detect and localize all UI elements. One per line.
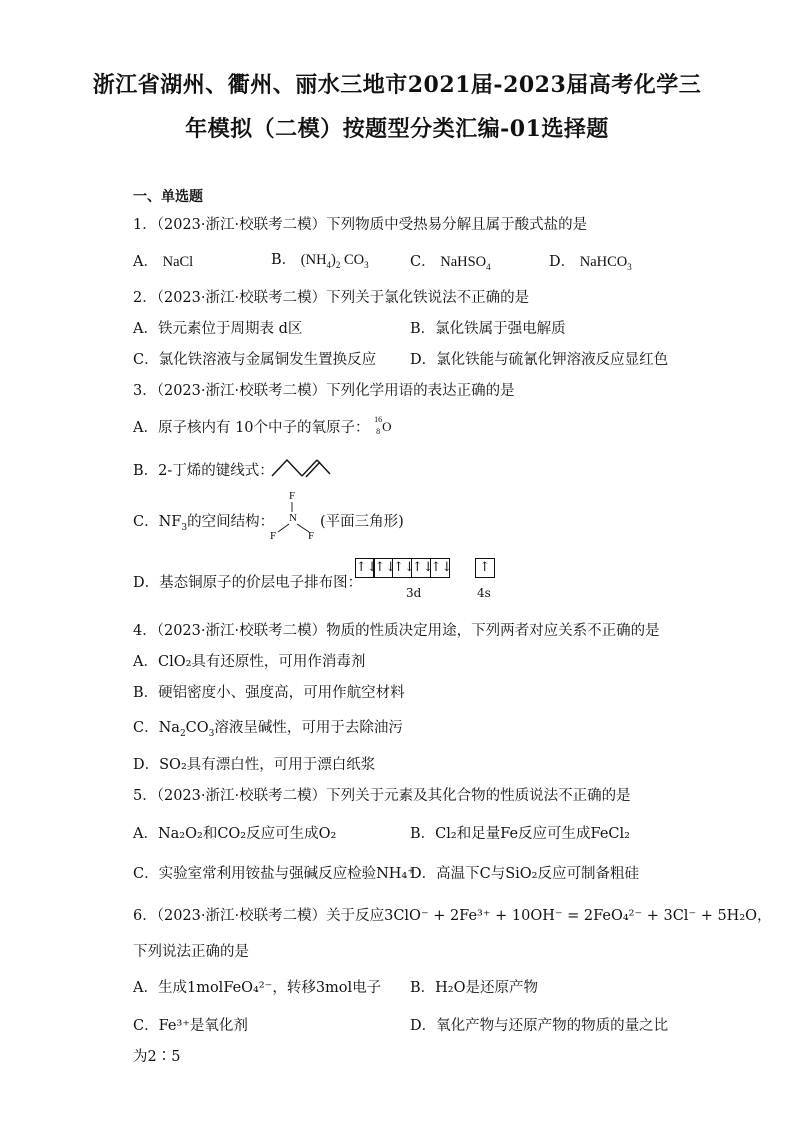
q3-stem: 3．（2023·浙江·校联考二模）下列化学用语的表达正确的是 xyxy=(133,383,515,399)
2-butene-skeletal-formula xyxy=(270,452,332,480)
q2-option-d: D．氯化铁能与硫氰化钾溶液反应显红色 xyxy=(410,352,669,368)
q2-option-b: B．氯化铁属于强电解质 xyxy=(410,321,566,337)
document-title-line2: 年模拟（二模）按题型分类汇编-01选择题 xyxy=(185,116,609,142)
q6-option-a: A．生成1molFeO₄²⁻，转移3mol电子 xyxy=(133,980,382,996)
q5-option-c: C．实验室常利用铵盐与强碱反应检验NH₄⁺ xyxy=(133,866,415,882)
orbital-4s-boxes xyxy=(476,558,495,578)
4s-orbital-box: ↑ xyxy=(475,558,495,578)
q6-option-d-continued: 为2∶5 xyxy=(133,1049,181,1065)
q4-stem: 4．（2023·浙江·校联考二模）物质的性质决定用途，下列两者对应关系不正确的是 xyxy=(133,623,660,639)
q6-stem: 6．（2023·浙江·校联考二模）关于反应3ClO⁻ + 2Fe³⁺ + 10OH⁻ = 2FeO₄²⁻ + 3Cl⁻ + 5H₂O， xyxy=(133,908,772,924)
q1-option-b: B． $(NH_4)_2$ $CO_3$ xyxy=(271,252,369,270)
q3-option-c-note: (平面三角形) xyxy=(320,514,404,530)
q1-option-c: C． NaHSO$_4$ xyxy=(410,254,491,272)
fluorine-right: F xyxy=(308,530,315,542)
q6-option-c: C．Fe³⁺是氧化剂 xyxy=(133,1018,248,1034)
q3-option-b: B．2-丁烯的键线式： xyxy=(133,463,274,479)
fluorine-top: F xyxy=(289,490,296,502)
nf3-structure xyxy=(266,490,326,546)
orbital-3d-label: 3d xyxy=(406,586,422,600)
q1-option-d: D． NaHCO$_3$ xyxy=(549,254,632,272)
3d-orbital-box: ↑↓ xyxy=(355,558,375,578)
3d-orbital-box: ↑↓ xyxy=(373,558,393,578)
q5-option-b: B．Cl₂和足量Fe反应可生成FeCl₂ xyxy=(410,826,630,842)
fluorine-left: F xyxy=(270,530,277,542)
q2-option-c: C．氯化铁溶液与金属铜发生置换反应 xyxy=(133,352,377,368)
orbital-4s-label: 4s xyxy=(477,586,491,600)
q4-option-c: C．$Na_2CO_3$溶液呈碱性，可用于去除油污 xyxy=(133,720,403,739)
q3-option-a: A．原子核内有 10个中子的氧原子： 16 8 O xyxy=(133,415,392,436)
q5-stem: 5．（2023·浙江·校联考二模）下列关于元素及其化合物的性质说法不正确的是 xyxy=(133,788,631,804)
q6-option-b: B．H₂O是还原产物 xyxy=(410,980,539,996)
q5-option-d: D．高温下C与SiO₂反应可制备粗硅 xyxy=(410,866,639,882)
q3-option-c: C．$NF_3$的空间结构： xyxy=(133,514,275,533)
nitrogen-center: N xyxy=(289,512,297,524)
q5-option-a: A．Na₂O₂和CO₂反应可生成O₂ xyxy=(133,826,337,842)
3d-orbital-box: ↑↓ xyxy=(392,558,412,578)
q2-option-a: A．铁元素位于周期表 d区 xyxy=(133,321,303,337)
q4-option-b: B．硬铝密度小、强度高，可用作航空材料 xyxy=(133,685,405,701)
q6-option-d: D．氧化产物与还原产物的物质的量之比 xyxy=(410,1018,669,1034)
q4-option-d: D．SO₂具有漂白性，可用于漂白纸浆 xyxy=(133,757,376,773)
q1-option-a: A． NaCl xyxy=(133,254,194,270)
q6-stem-continued: 下列说法正确的是 xyxy=(133,944,249,960)
3d-orbital-box: ↑↓ xyxy=(430,558,450,578)
section-heading: 一、单选题 xyxy=(133,189,203,205)
q3-option-d: D．基态铜原子的价层电子排布图： xyxy=(133,575,363,591)
q1-stem: 1．（2023·浙江·校联考二模）下列物质中受热易分解且属于酸式盐的是 xyxy=(133,217,588,233)
q2-stem: 2．（2023·浙江·校联考二模）下列关于氯化铁说法不正确的是 xyxy=(133,290,530,306)
q4-option-a: A．ClO₂具有还原性，可用作消毒剂 xyxy=(133,654,366,670)
document-title-line1: 浙江省湖州、衢州、丽水三地市2021届-2023届高考化学三 xyxy=(92,72,702,98)
3d-orbital-box: ↑↓ xyxy=(411,558,431,578)
orbital-3d-boxes xyxy=(355,558,453,578)
oxygen-nuclide-symbol: 16 8 O xyxy=(374,415,392,436)
